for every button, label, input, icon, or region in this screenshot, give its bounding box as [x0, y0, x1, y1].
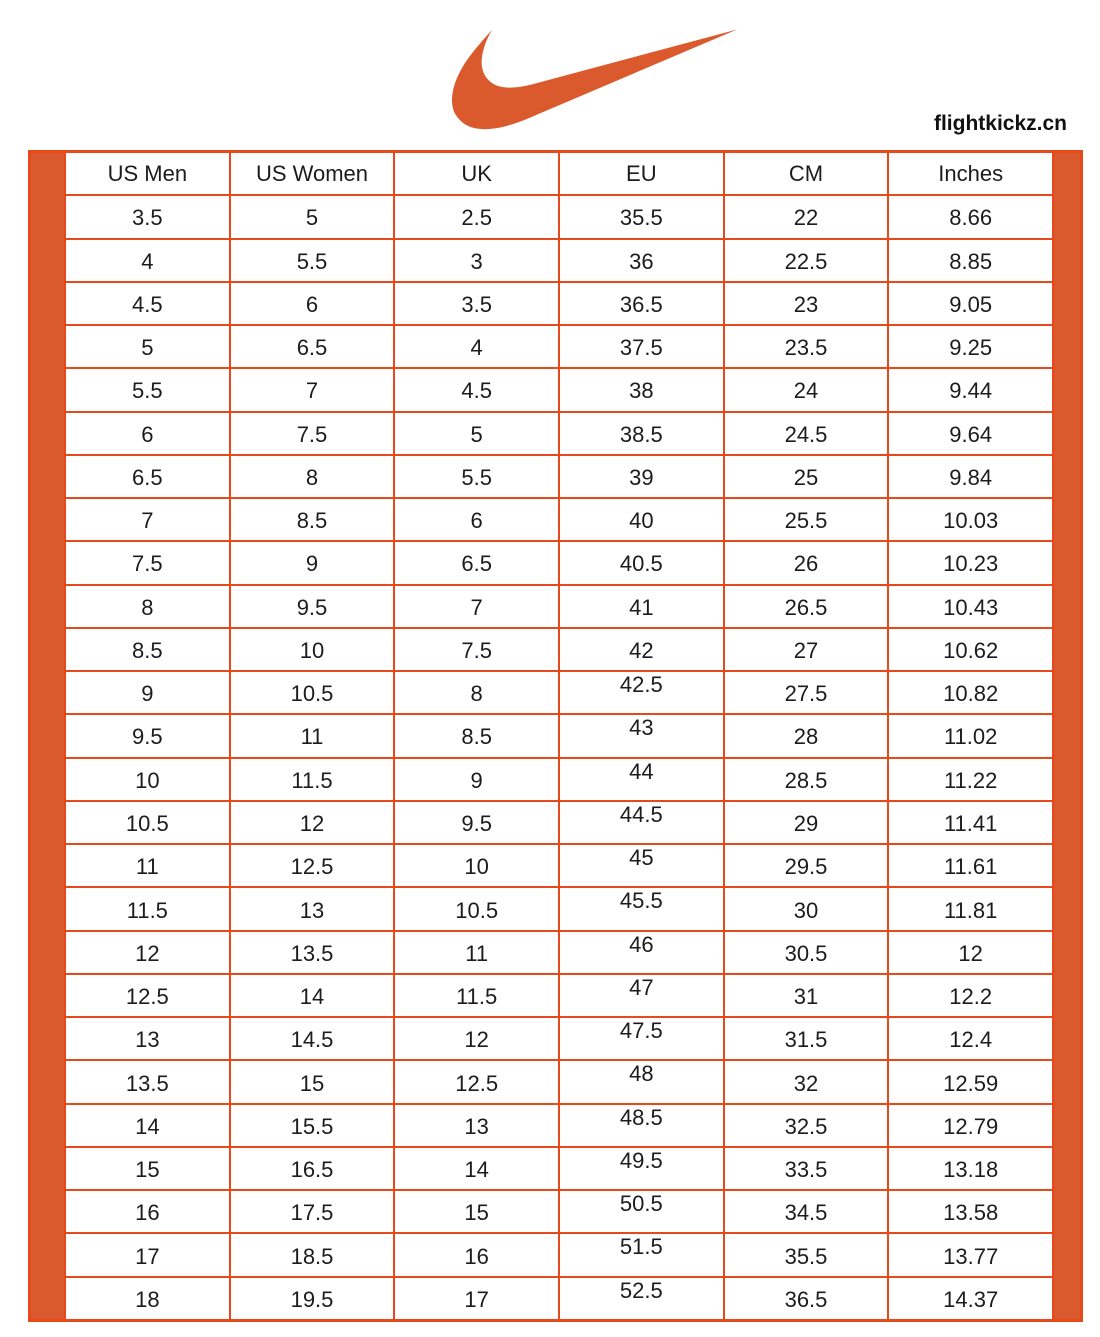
table-cell: 11.5: [395, 975, 558, 1016]
table-cell: 17: [395, 1278, 558, 1319]
column-header-inches: Inches: [889, 153, 1052, 194]
table-cell: 38: [560, 369, 723, 410]
table-cell: 10.23: [889, 542, 1052, 583]
table-cell: 13: [231, 888, 394, 929]
table-cell: 5: [66, 326, 229, 367]
table-cell: 19.5: [231, 1278, 394, 1319]
table-cell: 13.5: [231, 932, 394, 973]
table-cell: 7: [395, 586, 558, 627]
table-cell: 23.5: [725, 326, 888, 367]
table-cell: 34.5: [725, 1191, 888, 1232]
table-cell: 40.5: [560, 542, 723, 583]
table-cell: 42.5: [560, 672, 723, 713]
table-cell: 45.5: [560, 888, 723, 929]
table-cell: 32.5: [725, 1105, 888, 1146]
table-cell: 23: [725, 283, 888, 324]
table-cell: 3.5: [66, 196, 229, 237]
table-cell: 13: [395, 1105, 558, 1146]
table-cell: 6.5: [66, 456, 229, 497]
table-cell: 9.64: [889, 413, 1052, 454]
table-cell: 12: [889, 932, 1052, 973]
column-header-us-men: US Men: [66, 153, 229, 194]
table-cell: 14: [231, 975, 394, 1016]
right-accent-bar: [1054, 153, 1080, 1319]
table-cell: 5: [395, 413, 558, 454]
table-cell: 43: [560, 715, 723, 756]
table-cell: 30.5: [725, 932, 888, 973]
table-cell: 28: [725, 715, 888, 756]
table-cell: 30: [725, 888, 888, 929]
table-cell: 16.5: [231, 1148, 394, 1189]
size-chart-table: [28, 150, 1083, 1322]
table-cell: 5: [231, 196, 394, 237]
table-cell: 12: [395, 1018, 558, 1059]
table-cell: 4: [395, 326, 558, 367]
table-cell: 38.5: [560, 413, 723, 454]
left-accent-bar: [31, 153, 64, 1319]
table-cell: 14: [66, 1105, 229, 1146]
table-cell: 12.4: [889, 1018, 1052, 1059]
column-header-cm: CM: [725, 153, 888, 194]
column-header-uk: UK: [395, 153, 558, 194]
table-cell: 7.5: [66, 542, 229, 583]
table-cell: 5.5: [395, 456, 558, 497]
table-cell: 10.5: [395, 888, 558, 929]
table-cell: 6.5: [395, 542, 558, 583]
site-watermark: flightkickz.cn: [933, 112, 1067, 135]
table-cell: 10.5: [231, 672, 394, 713]
table-cell: 25.5: [725, 499, 888, 540]
table-cell: 47: [560, 975, 723, 1016]
table-cell: 22.5: [725, 240, 888, 281]
table-cell: 11.22: [889, 759, 1052, 800]
table-cell: 28.5: [725, 759, 888, 800]
table-cell: 12.5: [231, 845, 394, 886]
table-cell: 7: [66, 499, 229, 540]
table-cell: 16: [395, 1234, 558, 1275]
table-cell: 12.59: [889, 1061, 1052, 1102]
table-cell: 11.41: [889, 802, 1052, 843]
table-cell: 8.66: [889, 196, 1052, 237]
table-cell: 11.02: [889, 715, 1052, 756]
table-cell: 27: [725, 629, 888, 670]
table-cell: 33.5: [725, 1148, 888, 1189]
table-cell: 51.5: [560, 1234, 723, 1275]
table-cell: 6: [66, 413, 229, 454]
table-cell: 42: [560, 629, 723, 670]
table-cell: 29.5: [725, 845, 888, 886]
table-cell: 36: [560, 240, 723, 281]
table-cell: 47.5: [560, 1018, 723, 1059]
table-cell: 9: [231, 542, 394, 583]
table-cell: 44.5: [560, 802, 723, 843]
table-cell: 13.77: [889, 1234, 1052, 1275]
table-cell: 41: [560, 586, 723, 627]
table-cell: 48.5: [560, 1105, 723, 1146]
table-cell: 10: [66, 759, 229, 800]
table-cell: 4.5: [395, 369, 558, 410]
table-cell: 9.44: [889, 369, 1052, 410]
table-cell: 3: [395, 240, 558, 281]
table-cell: 14: [395, 1148, 558, 1189]
table-cell: 10.03: [889, 499, 1052, 540]
table-cell: 10.43: [889, 586, 1052, 627]
table-cell: 35.5: [560, 196, 723, 237]
table-cell: 26.5: [725, 586, 888, 627]
table-cell: 11.81: [889, 888, 1052, 929]
table-cell: 12.5: [66, 975, 229, 1016]
table-cell: 4: [66, 240, 229, 281]
table-cell: 15.5: [231, 1105, 394, 1146]
table-cell: 9.5: [66, 715, 229, 756]
table-cell: 17.5: [231, 1191, 394, 1232]
table-cell: 8.5: [66, 629, 229, 670]
table-cell: 27.5: [725, 672, 888, 713]
table-cell: 5.5: [66, 369, 229, 410]
table-cell: 45: [560, 845, 723, 886]
table-cell: 13.5: [66, 1061, 229, 1102]
table-cell: 49.5: [560, 1148, 723, 1189]
table-cell: 36.5: [725, 1278, 888, 1319]
table-cell: 8.85: [889, 240, 1052, 281]
table-cell: 6: [231, 283, 394, 324]
table-cell: 10.62: [889, 629, 1052, 670]
table-cell: 16: [66, 1191, 229, 1232]
table-cell: 9.84: [889, 456, 1052, 497]
table-cell: 8: [231, 456, 394, 497]
table-cell: 13: [66, 1018, 229, 1059]
table-cell: 6: [395, 499, 558, 540]
table-cell: 4.5: [66, 283, 229, 324]
table-cell: 11.61: [889, 845, 1052, 886]
table-cell: 18: [66, 1278, 229, 1319]
table-cell: 15: [395, 1191, 558, 1232]
table-cell: 5.5: [231, 240, 394, 281]
table-cell: 29: [725, 802, 888, 843]
table-cell: 32: [725, 1061, 888, 1102]
table-cell: 12.79: [889, 1105, 1052, 1146]
table-cell: 12.2: [889, 975, 1052, 1016]
table-cell: 9: [395, 759, 558, 800]
table-cell: 8.5: [395, 715, 558, 756]
column-header-eu: EU: [560, 153, 723, 194]
table-cell: 50.5: [560, 1191, 723, 1232]
table-cell: 3.5: [395, 283, 558, 324]
table-cell: 15: [231, 1061, 394, 1102]
table-cell: 36.5: [560, 283, 723, 324]
table-cell: 12.5: [395, 1061, 558, 1102]
table-cell: 24.5: [725, 413, 888, 454]
table-cell: 9: [66, 672, 229, 713]
table-cell: 25: [725, 456, 888, 497]
table-cell: 6.5: [231, 326, 394, 367]
table-cell: 11.5: [231, 759, 394, 800]
table-cell: 44: [560, 759, 723, 800]
table-cell: 7.5: [231, 413, 394, 454]
table-cell: 13.58: [889, 1191, 1052, 1232]
table-cell: 31.5: [725, 1018, 888, 1059]
table-cell: 12: [231, 802, 394, 843]
table-cell: 8: [66, 586, 229, 627]
table-cell: 26: [725, 542, 888, 583]
table-cell: 10.82: [889, 672, 1052, 713]
column-header-us-women: US Women: [231, 153, 394, 194]
table-cell: 24: [725, 369, 888, 410]
nike-swoosh-logo: [452, 14, 737, 145]
table-cell: 37.5: [560, 326, 723, 367]
table-cell: 48: [560, 1061, 723, 1102]
table-cell: 10: [395, 845, 558, 886]
table-cell: 9.25: [889, 326, 1052, 367]
table-cell: 11: [231, 715, 394, 756]
table-cell: 46: [560, 932, 723, 973]
table-cell: 22: [725, 196, 888, 237]
table-cell: 10: [231, 629, 394, 670]
table-cell: 17: [66, 1234, 229, 1275]
table-cell: 39: [560, 456, 723, 497]
table-cell: 13.18: [889, 1148, 1052, 1189]
table-cell: 8.5: [231, 499, 394, 540]
table-cell: 35.5: [725, 1234, 888, 1275]
table-cell: 11: [395, 932, 558, 973]
table-cell: 11: [66, 845, 229, 886]
table-cell: 12: [66, 932, 229, 973]
table-cell: 15: [66, 1148, 229, 1189]
table-cell: 14.37: [889, 1278, 1052, 1319]
table-cell: 52.5: [560, 1278, 723, 1319]
table-cell: 40: [560, 499, 723, 540]
table-cell: 10.5: [66, 802, 229, 843]
table-cell: 9.05: [889, 283, 1052, 324]
table-cell: 7.5: [395, 629, 558, 670]
table-cell: 2.5: [395, 196, 558, 237]
table-cell: 14.5: [231, 1018, 394, 1059]
table-cell: 31: [725, 975, 888, 1016]
table-cell: 9.5: [395, 802, 558, 843]
table-cell: 7: [231, 369, 394, 410]
table-cell: 9.5: [231, 586, 394, 627]
table-cell: 18.5: [231, 1234, 394, 1275]
table-cell: 11.5: [66, 888, 229, 929]
table-cell: 8: [395, 672, 558, 713]
